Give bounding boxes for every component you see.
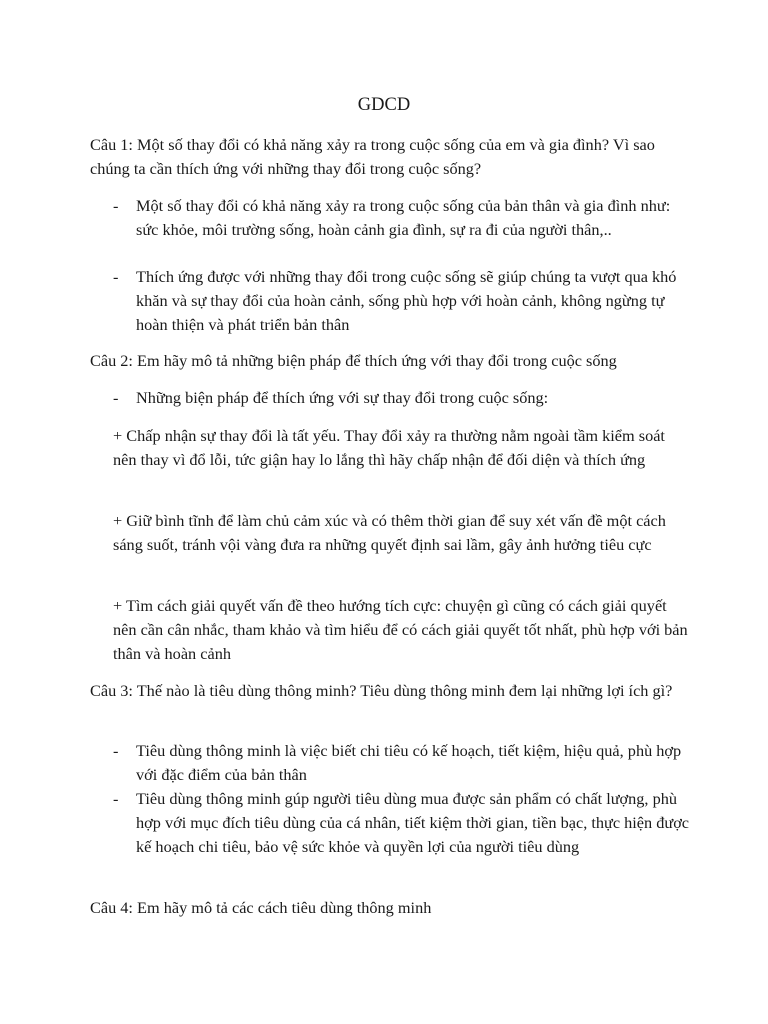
question-4: Câu 4: Em hãy mô tả các cách tiêu dùng thông minh bbox=[90, 898, 432, 917]
bullet-text: Những biện pháp để thích ứng với sự thay đổi trong cuộc sống: bbox=[136, 388, 549, 407]
bullet-dash: - bbox=[113, 789, 119, 808]
q3-bullet-2 bbox=[113, 787, 691, 859]
q1-bullet-2 bbox=[113, 265, 691, 337]
bullet-dash: - bbox=[113, 388, 119, 407]
q2-measure-1: + Chấp nhận sự thay đổi là tất yếu. Thay đổi xảy ra thường nằm ngoài tầm kiểm soát nên thay vì đổ lỗi, tức giận hay lo lắng thì hãy chấp nhận để đối diện và thích ứng bbox=[113, 426, 665, 469]
bullet-text: Một số thay đổi có khả năng xảy ra trong cuộc sống của bản thân và gia đình như: sức khỏe, môi trường sống, hoàn cảnh gia đình, sự ra đi của người thân,.. bbox=[136, 196, 671, 239]
bullet-text: Thích ứng được với những thay đổi trong cuộc sống sẽ giúp chúng ta vượt qua khó khăn và sự thay đổi của hoàn cảnh, sống phù hợp với hoàn cảnh, không ngừng tự hoàn thiện và phát triển bản thân bbox=[136, 267, 677, 334]
question-2: Câu 2: Em hãy mô tả những biện pháp để thích ứng với thay đổi trong cuộc sống bbox=[90, 351, 617, 370]
q2-bullet-1 bbox=[113, 386, 691, 410]
q2-measure-3: + Tìm cách giải quyết vấn đề theo hướng tích cực: chuyện gì cũng có cách giải quyết nên cần cân nhắc, tham khảo và tìm hiểu để có cách giải quyết tốt nhất, phù hợp với bản thân và hoàn cảnh bbox=[113, 596, 688, 663]
q1-bullet-1 bbox=[113, 194, 691, 242]
bullet-text: Tiêu dùng thông minh là việc biết chi tiêu có kế hoạch, tiết kiệm, hiệu quả, phù hợp với đặc điểm của bản thân bbox=[136, 741, 682, 784]
q2-measure-2: + Giữ bình tĩnh để làm chủ cảm xúc và có thêm thời gian để suy xét vấn đề một cách sáng suốt, tránh vội vàng đưa ra những quyết định sai lầm, gây ảnh hưởng tiêu cực bbox=[113, 511, 666, 554]
bullet-dash: - bbox=[113, 267, 119, 286]
bullet-text: Tiêu dùng thông minh gúp người tiêu dùng mua được sản phẩm có chất lượng, phù hợp với mục đích tiêu dùng của cá nhân, tiết kiệm thời gian, tiền bạc, thực hiện được kế hoạch chi tiêu, bảo vệ sức khỏe và quyền lợi của người tiêu dùng bbox=[136, 789, 690, 856]
q3-bullet-1 bbox=[113, 739, 691, 787]
question-1: Câu 1: Một số thay đổi có khả năng xảy ra trong cuộc sống của em và gia đình? Vì sao chúng ta cần thích ứng với những thay đổi trong cuộc sống? bbox=[90, 135, 655, 178]
bullet-dash: - bbox=[113, 741, 119, 760]
question-3: Câu 3: Thế nào là tiêu dùng thông minh? Tiêu dùng thông minh đem lại những lợi ích gì? bbox=[90, 681, 673, 700]
document-title: GDCD bbox=[357, 95, 411, 115]
bullet-dash: - bbox=[113, 196, 119, 215]
